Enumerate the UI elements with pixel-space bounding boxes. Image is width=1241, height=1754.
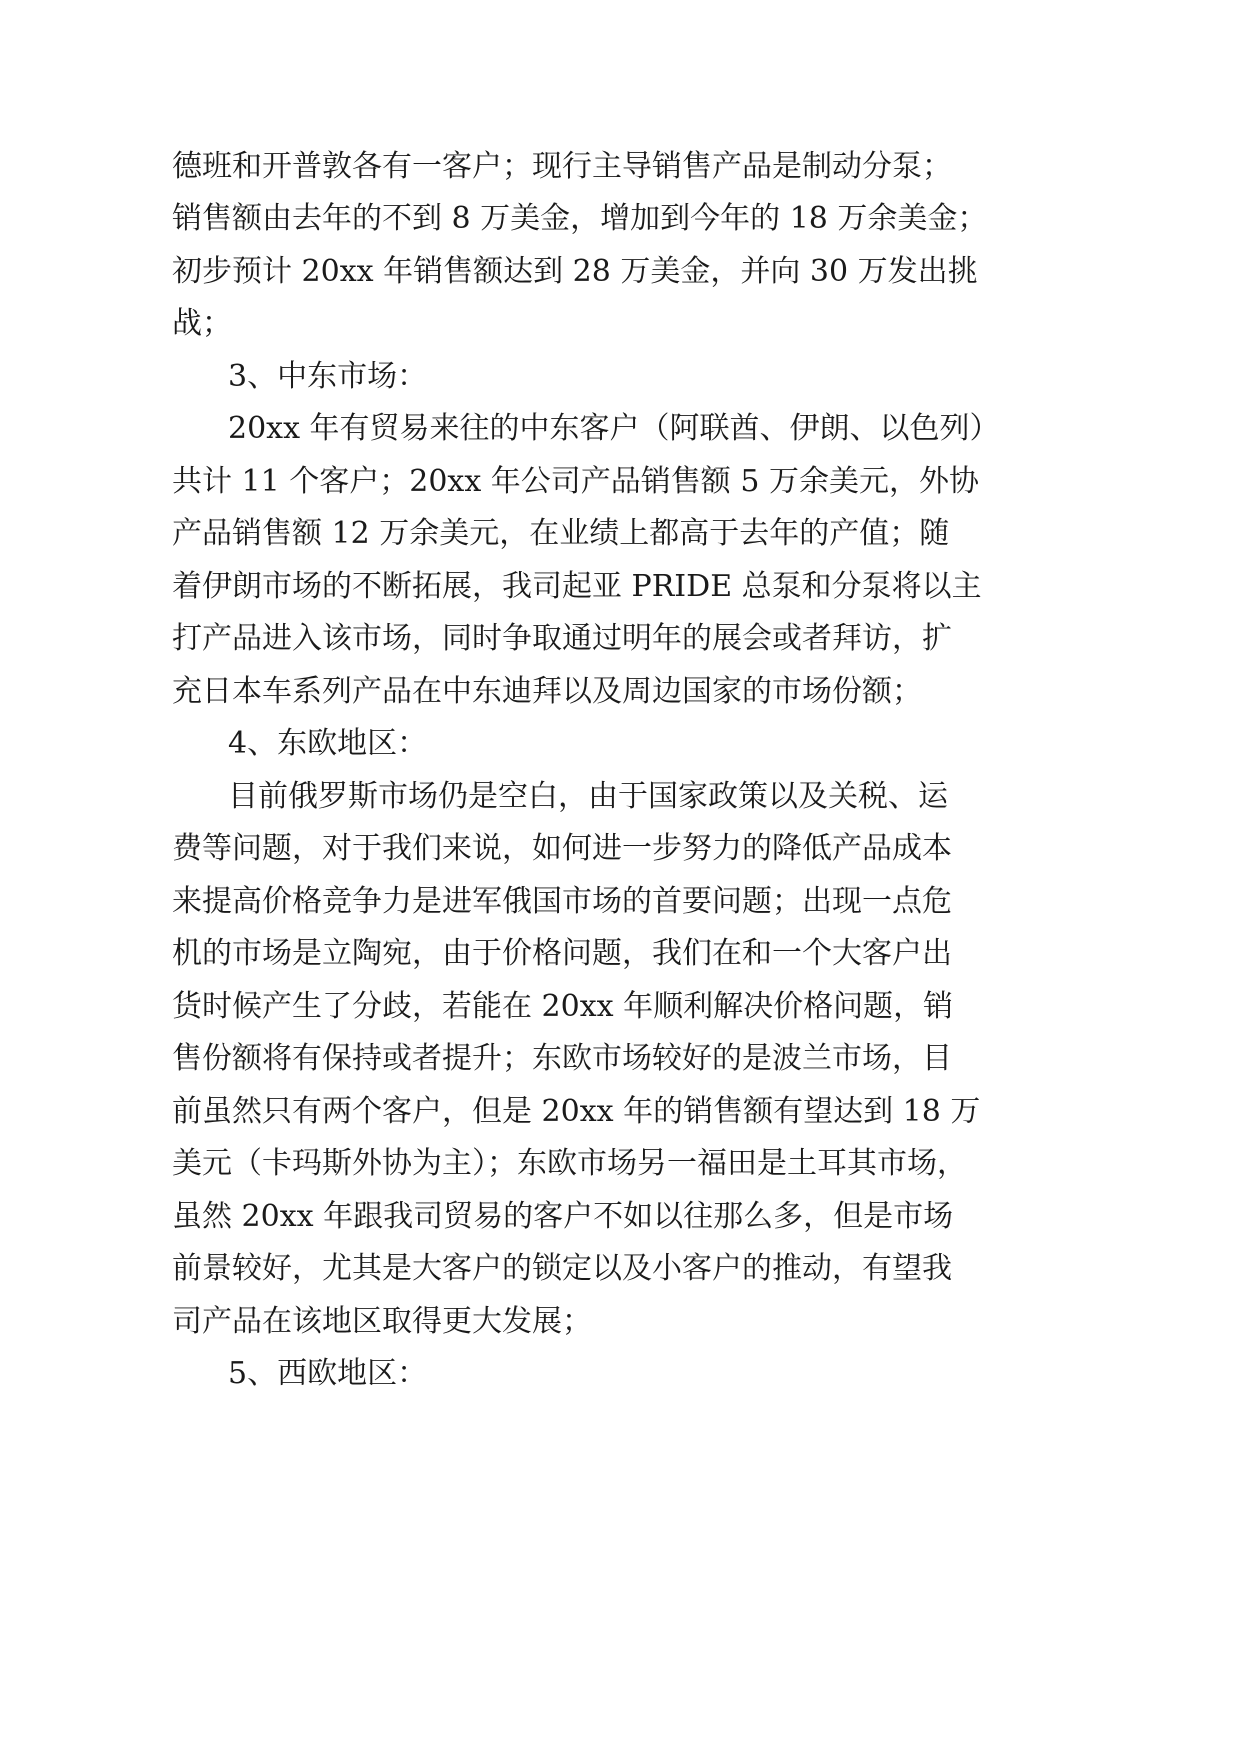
text-line: 产品销售额 12 万余美元，在业绩上都高于去年的产值；随 [172, 516, 950, 551]
text-line: 来提高价格竞争力是进军俄国市场的首要问题；出现一点危 [172, 884, 952, 919]
text-line: 初步预计 20xx 年销售额达到 28 万美金，并向 30 万发出挑 [172, 254, 978, 289]
text-line: 打产品进入该市场，同时争取通过明年的展会或者拜访，扩 [172, 621, 952, 656]
text-line: 货时候产生了分歧，若能在 20xx 年顺利解决价格问题，销 [172, 989, 954, 1024]
text-line: 着伊朗市场的不断拓展，我司起亚 PRIDE 总泵和分泵将以主 [172, 569, 982, 604]
text-line: 目前俄罗斯市场仍是空白，由于国家政策以及关税、运 [228, 779, 948, 814]
text-line: 前景较好，尤其是大客户的锁定以及小客户的推动，有望我 [172, 1251, 952, 1286]
text-line: 虽然 20xx 年跟我司贸易的客户不如以往那么多，但是市场 [172, 1199, 954, 1234]
text-line: 前虽然只有两个客户，但是 20xx 年的销售额有望达到 18 万 [172, 1094, 981, 1129]
text-line: 销售额由去年的不到 8 万美金，增加到今年的 18 万余美金； [172, 201, 988, 236]
text-line: 售份额将有保持或者提升；东欧市场较好的是波兰市场，目 [172, 1041, 952, 1076]
text-line: 20xx 年有贸易来往的中东客户（阿联酋、伊朗、以色列） [228, 411, 1000, 446]
section-heading: 3、中东市场： [228, 359, 428, 394]
text-line: 共计 11 个客户；20xx 年公司产品销售额 5 万余美元，外协 [172, 464, 979, 499]
text-line: 费等问题，对于我们来说，如何进一步努力的降低产品成本 [172, 831, 952, 866]
text-line: 美元（卡玛斯外协为主）；东欧市场另一福田是土耳其市场， [172, 1146, 967, 1181]
text-line: 机的市场是立陶宛，由于价格问题，我们在和一个大客户出 [172, 936, 952, 971]
section-heading: 4、东欧地区： [228, 726, 428, 761]
text-line: 司产品在该地区取得更大发展； [172, 1304, 592, 1339]
text-line: 充日本车系列产品在中东迪拜以及周边国家的市场份额； [172, 674, 922, 709]
section-heading: 5、西欧地区： [228, 1356, 428, 1391]
text-line: 德班和开普敦各有一客户；现行主导销售产品是制动分泵； [172, 149, 952, 184]
text-line: 战； [172, 306, 232, 341]
